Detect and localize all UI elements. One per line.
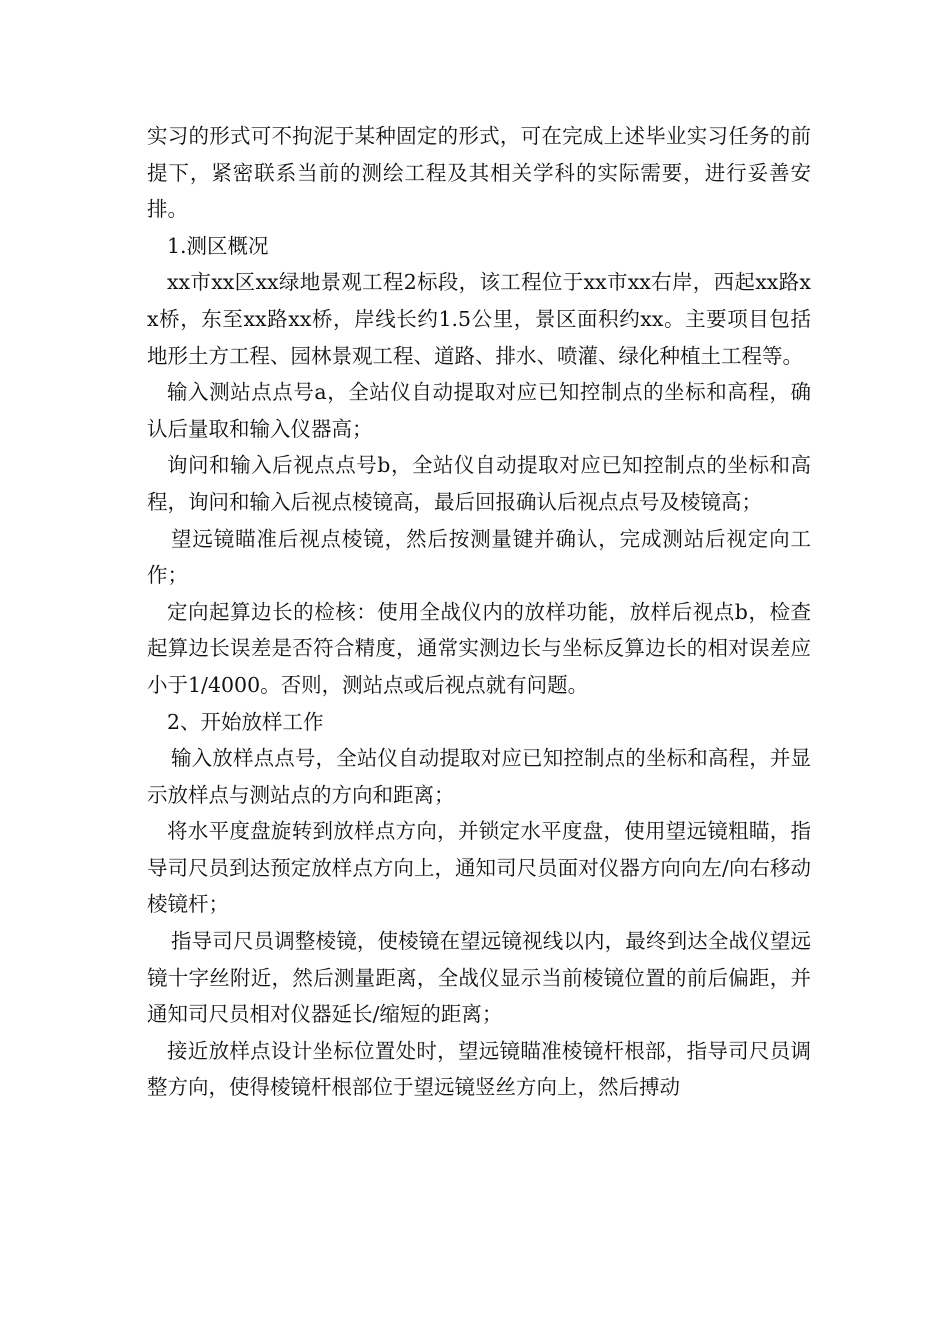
document-body <box>147 118 811 1106</box>
paragraph-stakeout-input: 输入放样点点号，全站仪自动提取对应已知控制点的坐标和高程，并显示放样点与测站点的方向和距离； <box>147 746 811 807</box>
paragraph-backsight-input: 询问和输入后视点点号b，全站仪自动提取对应已知控制点的坐标和高程，询问和输入后视点棱镜高，最后回报确认后视点点号及棱镜高； <box>147 453 811 514</box>
paragraph-approach-point: 接近放样点设计坐标位置处时，望远镜瞄准棱镜杆根部，指导司尺员调整方向，使得棱镜杆根部位于望远镜竖丝方向上，然后搏动 <box>147 1038 811 1100</box>
paragraph-intro: 实习的形式可不拘泥于某种固定的形式，可在完成上述毕业实习任务的前提下，紧密联系当前的测绘工程及其相关学科的实际需要，进行妥善安排。 <box>147 124 811 222</box>
paragraph-orientation: 望远镜瞄准后视点棱镜，然后按测量键并确认，完成测站后视定向工作； <box>147 526 811 588</box>
section-heading-survey-overview: 1.测区概况 <box>167 233 269 258</box>
paragraph-horizontal-circle: 将水平度盘旋转到放样点方向，并锁定水平度盘，使用望远镜粗瞄，指导司尺员到达预定放样点方向上，通知司尺员面对仪器方向向左/向右移动棱镜杆； <box>147 819 811 917</box>
section-heading-start-stakeout: 2、开始放样工作 <box>167 709 324 734</box>
paragraph-station-input: 输入测站点点号a，全站仪自动提取对应已知控制点的坐标和高程，确认后量取和输入仪器高； <box>147 380 811 441</box>
paragraph-prism-adjust: 指导司尺员调整棱镜，使棱镜在望远镜视线以内，最终到达全战仪望远镜十字丝附近，然后测量距离，全战仪显示当前棱镜位置的前后偏距，并通知司尺员相对仪器延长/缩短的距离； <box>147 929 811 1027</box>
paragraph-edge-check: 定向起算边长的检核：使用全战仪内的放样功能，放样后视点b，检查起算边长误差是否符合精度，通常实测边长与坐标反算边长的相对误差应小于1/4000。否则，测站点或后视点就有问题。 <box>147 599 811 697</box>
paragraph-project-overview: xx市xx区xx绿地景观工程2标段，该工程位于xx市xx右岸，西起xx路xx桥，东至xx路xx桥，岸线长约1.5公里，景区面积约xx。主要项目包括地形土方工程、园林景观工程、道路、排水、喷灌、绿化种植土工程等。 <box>147 270 811 368</box>
